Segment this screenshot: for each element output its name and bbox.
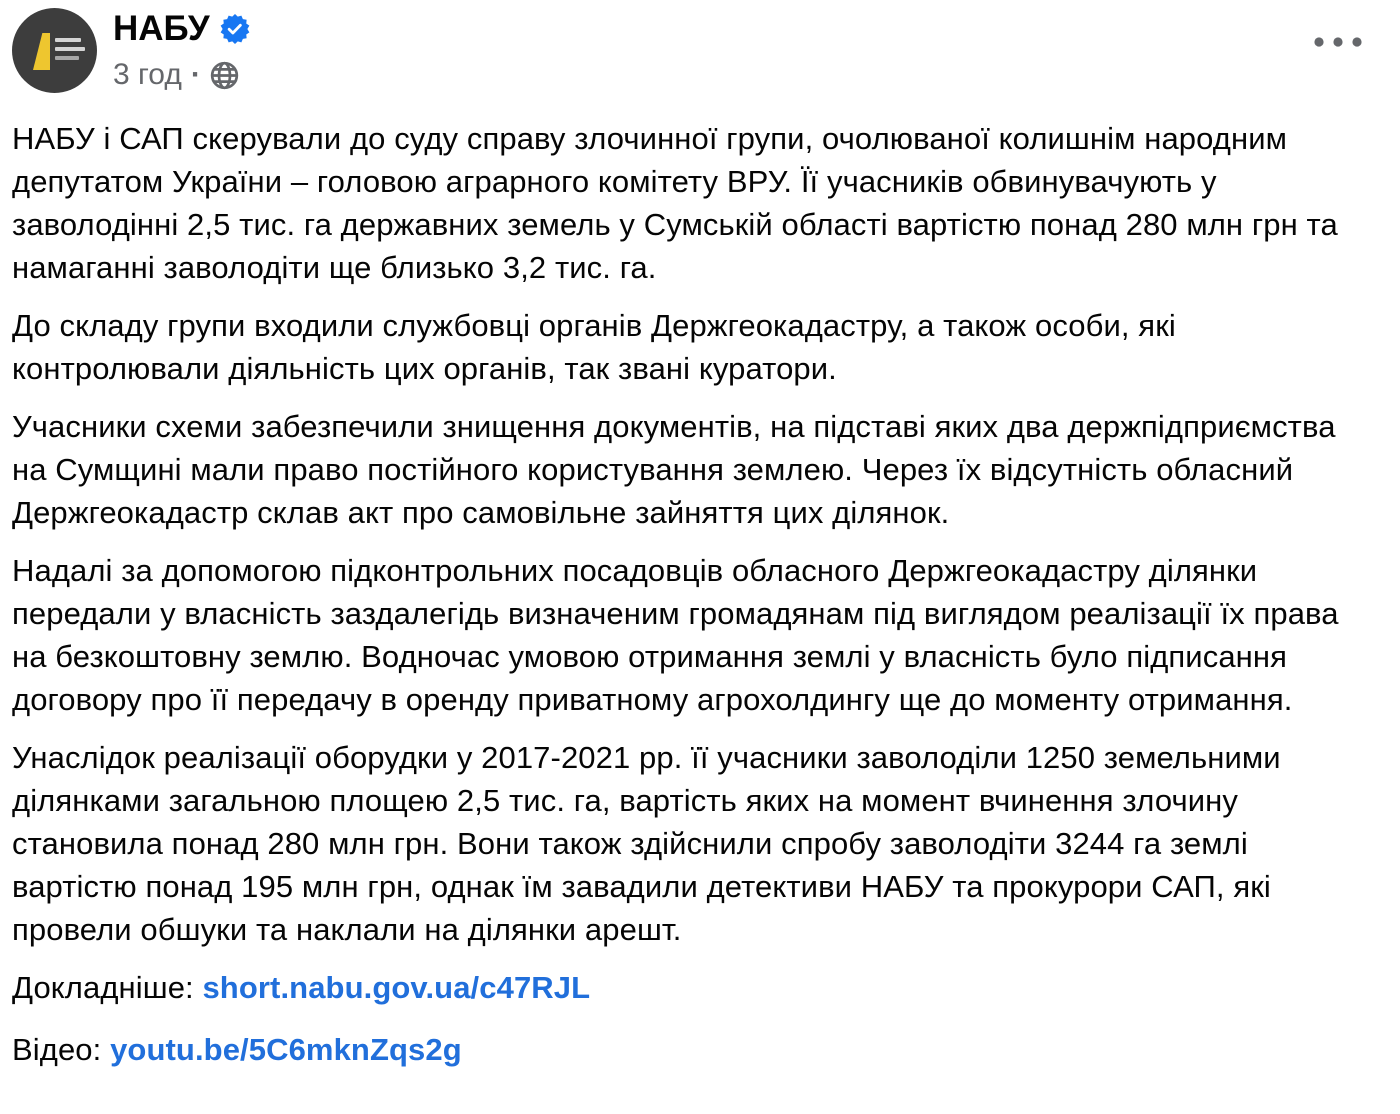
video-link[interactable]: youtu.be/5C6mknZqs2g <box>110 1032 462 1067</box>
verified-badge-icon <box>220 14 250 44</box>
nabu-logo-text-lines <box>55 38 85 60</box>
post-paragraph: Надалі за допомогою підконтрольних посадовців обласного Держгеокадастру ділянки передали у власність заздалегідь визначеним громадянам під виглядом реалізації їх права на безкоштовну землю. Водночас умовою отримання землі у власність було підписання договору про її передачу в оренду приватному агрохолдингу ще до моменту отримання. <box>12 553 1339 717</box>
avatar[interactable] <box>12 8 97 93</box>
post-paragraph: НАБУ і САП скерували до суду справу злочинної групи, очолюваної колишнім народним депутатом України – головою аграрного комітету ВРУ. Її учасників обвинувачують у заволодінні 2,5 тис. га державних земель у Сумській області вартістю понад 280 млн грн та намаганні заволодіти ще близько 3,2 тис. га. <box>12 121 1338 285</box>
details-label: Докладніше: <box>12 970 194 1005</box>
nabu-logo-wedge <box>33 33 50 70</box>
header-text-block <box>113 8 250 92</box>
post-paragraph: До складу групи входили службовці органів Держгеокадастру, а також особи, які контролювали діяльність цих органів, так звані куратори. <box>12 308 1176 386</box>
post-body <box>12 117 1342 1071</box>
details-line <box>12 966 1342 1009</box>
post-meta <box>113 58 250 92</box>
globe-icon <box>210 61 239 90</box>
post-paragraph: Учасники схеми забезпечили знищення документів, на підставі яких два держпідприємства на Сумщині мали право постійного користування землею. Через їх відсутність обласний Держгеокадастр склав акт про самовільне зайняття цих ділянок. <box>12 409 1336 530</box>
post-header <box>12 8 1342 93</box>
more-options-button[interactable] <box>1310 26 1366 58</box>
video-line <box>12 1028 1342 1071</box>
video-label: Відео: <box>12 1032 102 1067</box>
three-dots-menu-icon <box>1310 34 1366 50</box>
timestamp[interactable]: 3 год <box>113 57 182 91</box>
details-link[interactable]: short.nabu.gov.ua/c47RJL <box>202 970 591 1005</box>
author-name[interactable]: НАБУ <box>113 9 210 48</box>
meta-separator: · <box>190 57 201 91</box>
post-paragraph: Унаслідок реалізації оборудки у 2017-2021 рр. її учасники заволоділи 1250 земельними ділянками загальною площею 2,5 тис. га, вартість яких на момент вчинення злочину становила понад 280 млн грн. Вони також здійснили спробу заволодіти 3244 га землі вартістю понад 195 млн грн, однак їм завадили детективи НАБУ та прокурори САП, які провели обшуки та наклали на ділянки арешт. <box>12 740 1281 947</box>
